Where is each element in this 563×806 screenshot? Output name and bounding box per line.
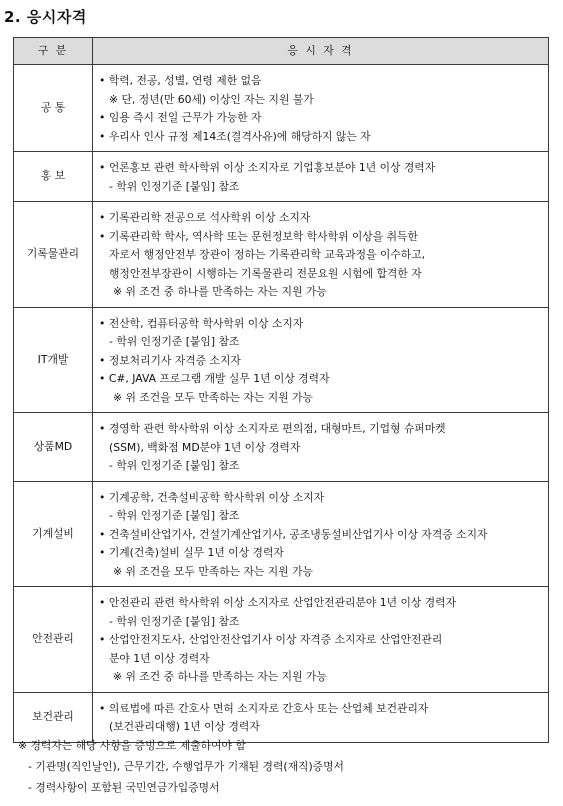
footer-item: - 경력사항이 포함된 국민연금가입증명서	[28, 781, 220, 794]
footer-note: ※ 경력자는 해당 사항을 증빙으로 제출하여야 함	[18, 739, 246, 752]
table-row	[14, 202, 549, 308]
sub-item: - 학위 인정기준 [붙임] 참조	[109, 509, 240, 522]
sub-item: 자로서 행정안전부 장관이 정하는 기록관리학 교육과정을 이수하고,	[109, 248, 426, 261]
bullet-item: • 정보처리기사 자격증 소지자	[99, 352, 544, 371]
sub-item: ※ 위 조건을 모두 만족하는 자는 지원 가능	[113, 390, 313, 404]
table-row	[14, 587, 549, 693]
footer-item: - 기관명(직인날인), 근무기간, 수행업무가 기재된 경력(재직)증명서	[28, 760, 344, 773]
row-detail	[93, 65, 549, 152]
bullet-item: • 기계(건축)설비 실무 1년 이상 경력자	[99, 544, 544, 563]
sub-item: - 학위 인정기준 [붙임] 참조	[109, 614, 240, 628]
table-body	[14, 65, 549, 743]
table-row	[14, 152, 549, 202]
table-header-row	[14, 38, 549, 65]
bullet-item: • 기계공학, 건축설비공학 학사학위 이상 소지자	[99, 489, 544, 508]
sub-item: - 학위 인정기준 [붙임] 참조	[109, 335, 240, 348]
table-row	[14, 481, 549, 587]
bullet-item: • 기록관리학 학사, 역사학 또는 문헌정보학 학사학위 이상을 취득한	[99, 228, 544, 247]
sub-item: ※ 위 조건 중 하나를 만족하는 자는 지원 가능	[113, 670, 327, 683]
bullet-item: • 임용 즉시 전일 근무가 가능한 자	[99, 109, 544, 128]
bullet-item: • 기록관리학 전공으로 석사학위 이상 소지자	[99, 209, 544, 228]
bullet-item: • 건축설비산업기사, 건설기계산업기사, 공조냉동설비산업기사 이상 자격증 소지자	[99, 526, 544, 545]
row-detail	[93, 202, 549, 308]
bullet-item: • 경영학 관련 학사학위 이상 소지자로 편의점, 대형마트, 기업형 슈퍼마켓	[99, 420, 544, 439]
row-category: 안전관리	[14, 587, 93, 693]
bullet-item: • 안전관리 관련 학사학위 이상 소지자로 산업안전관리분야 1년 이상 경력자	[99, 594, 544, 613]
section-title: 2. 응시자격	[4, 8, 87, 26]
sub-item: 행정안전부장관이 시행하는 기록물관리 전문요원 시험에 합격한 자	[109, 266, 422, 280]
row-category: IT개발	[14, 307, 93, 413]
sub-item: ※ 위 조건을 모두 만족하는 자는 지원 가능	[113, 564, 313, 578]
footer-notes	[18, 735, 344, 798]
sub-item: ※ 단, 정년(만 60세) 이상인 자는 지원 불가	[109, 92, 314, 106]
table-row	[14, 65, 549, 152]
bullet-item: • 전산학, 컴퓨터공학 학사학위 이상 소지자	[99, 315, 544, 334]
row-category: 공 통	[14, 65, 93, 152]
bullet-item: • 학력, 전공, 성별, 연령 제한 없음	[99, 72, 544, 91]
sub-item: - 학위 인정기준 [붙임] 참조	[109, 179, 240, 193]
sub-item: 분야 1년 이상 경력자	[109, 651, 210, 665]
bullet-item: • C#, JAVA 프로그램 개발 실무 1년 이상 경력자	[99, 370, 544, 389]
table-row	[14, 413, 549, 482]
header-qualification: 응 시 자 격	[93, 38, 549, 65]
row-detail	[93, 587, 549, 693]
row-category: 상품MD	[14, 413, 93, 482]
bullet-item: • 우리사 인사 규정 제14조(결격사유)에 해당하지 않는 자	[99, 128, 544, 147]
sub-item: - 학위 인정기준 [붙임] 참조	[109, 459, 240, 472]
row-category: 홍 보	[14, 152, 93, 202]
row-category: 기계설비	[14, 481, 93, 587]
table-row	[14, 307, 549, 413]
bullet-item: • 의료법에 따른 간호사 면허 소지자로 간호사 또는 산업체 보건관리자	[99, 700, 544, 719]
row-category: 보건관리	[14, 692, 93, 742]
row-detail	[93, 152, 549, 202]
bullet-item: • 산업안전지도사, 산업안전산업기사 이상 자격증 소지자로 산업안전관리	[99, 631, 544, 650]
sub-item: ※ 위 조건 중 하나를 만족하는 자는 지원 가능	[113, 285, 327, 298]
qualification-table	[13, 37, 549, 743]
row-detail	[93, 307, 549, 413]
row-detail	[93, 481, 549, 587]
header-category: 구 분	[14, 38, 93, 65]
row-detail	[93, 413, 549, 482]
row-category: 기록물관리	[14, 202, 93, 308]
bullet-item: • 언론홍보 관련 학사학위 이상 소지자로 기업홍보분야 1년 이상 경력자	[99, 159, 544, 178]
sub-item: (SSM), 백화점 MD분야 1년 이상 경력자	[109, 440, 301, 454]
sub-item: (보건관리대행) 1년 이상 경력자	[109, 720, 260, 733]
